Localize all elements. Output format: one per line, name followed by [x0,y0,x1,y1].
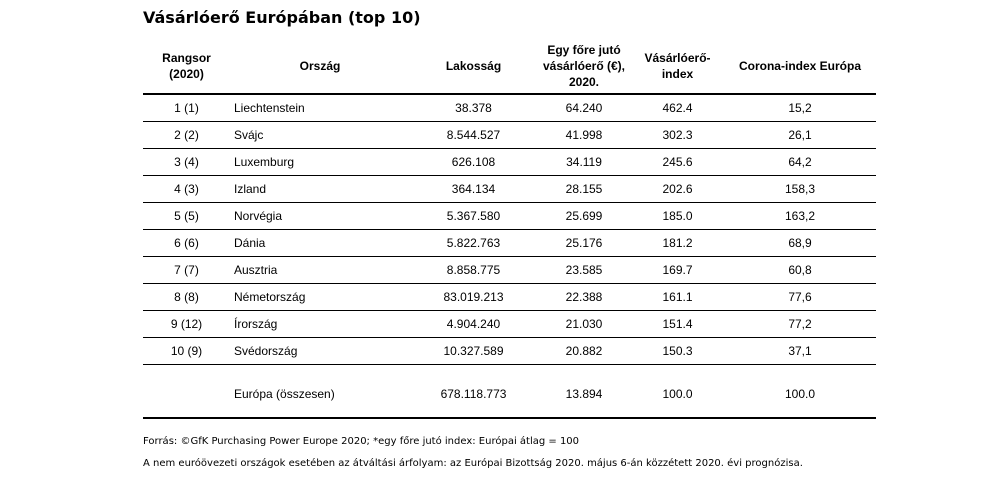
header-country-label: Ország [299,58,341,73]
cell-per-capita: 34.119 [537,149,631,176]
header-rank-line1: Rangsor [162,50,211,65]
table-body [143,94,876,418]
cell-rank: 8 (8) [143,284,230,311]
header-rank-line2: (2020) [169,66,204,81]
cell-population: 10.327.589 [410,338,537,365]
table-row [143,122,876,149]
cell-rank: 4 (3) [143,176,230,203]
cell-corona: 77,2 [724,311,876,338]
cell-index: 161.1 [631,284,724,311]
cell-population: 5.822.763 [410,230,537,257]
cell-country: Liechtenstein [230,94,410,122]
table-row [143,203,876,230]
header-rank [143,38,230,94]
cell-country: Svédország [230,338,410,365]
header-per-capita-line3: 2020. [568,74,600,89]
cell-per-capita: 25.176 [537,230,631,257]
header-per-capita-line2: vásárlóerő (€), [542,58,626,73]
cell-country: Európa (összesen) [230,365,410,419]
cell-per-capita: 25.699 [537,203,631,230]
cell-corona: 37,1 [724,338,876,365]
europe-total-row [143,365,876,419]
cell-corona: 158,3 [724,176,876,203]
header-per-capita-line1: Egy főre jutó [547,42,621,57]
cell-per-capita: 22.388 [537,284,631,311]
cell-rank: 2 (2) [143,122,230,149]
cell-rank: 5 (5) [143,203,230,230]
cell-per-capita: 13.894 [537,365,631,419]
cell-corona: 26,1 [724,122,876,149]
cell-country: Dánia [230,230,410,257]
header-index [631,38,724,94]
cell-rank: 9 (12) [143,311,230,338]
cell-rank [143,365,230,419]
cell-index: 302.3 [631,122,724,149]
cell-corona: 68,9 [724,230,876,257]
cell-index: 150.3 [631,338,724,365]
cell-rank: 7 (7) [143,257,230,284]
cell-population: 8.858.775 [410,257,537,284]
cell-population: 4.904.240 [410,311,537,338]
cell-corona: 64,2 [724,149,876,176]
header-index-line2: index [661,66,694,81]
cell-corona: 100.0 [724,365,876,419]
header-country [230,38,410,94]
header-index-line1: Vásárlóerő- [644,50,711,65]
header-corona-label: Corona-index Európa [738,58,861,73]
cell-per-capita: 41.998 [537,122,631,149]
source-note: Forrás: ©GfK Purchasing Power Europe 2020; *egy főre jutó index: Európai átlag = 100 [143,436,580,447]
table-row [143,230,876,257]
cell-country: Svájc [230,122,410,149]
cell-country: Ausztria [230,257,410,284]
cell-country: Luxemburg [230,149,410,176]
table-row [143,94,876,122]
header-per-capita [537,38,631,94]
cell-rank: 6 (6) [143,230,230,257]
header-population-label: Lakosság [445,58,502,73]
cell-per-capita: 21.030 [537,311,631,338]
cell-population: 83.019.213 [410,284,537,311]
cell-corona: 60,8 [724,257,876,284]
table-row [143,176,876,203]
cell-index: 202.6 [631,176,724,203]
cell-population: 38.378 [410,94,537,122]
cell-rank: 10 (9) [143,338,230,365]
cell-population: 8.544.527 [410,122,537,149]
page-title: Vásárlóerő Európában (top 10) [143,8,421,27]
exchange-rate-note: A nem euróövezeti országok esetében az átváltási árfolyam: az Európai Bizottság 2020. május 6-án közzétett 2020. évi prognózisa. [143,458,803,469]
header-corona [724,38,876,94]
cell-per-capita: 64.240 [537,94,631,122]
table-row [143,257,876,284]
cell-corona: 77,6 [724,284,876,311]
table-row [143,149,876,176]
cell-country: Németország [230,284,410,311]
cell-rank: 3 (4) [143,149,230,176]
cell-population: 5.367.580 [410,203,537,230]
cell-per-capita: 20.882 [537,338,631,365]
table-header-row [143,38,876,94]
cell-corona: 15,2 [724,94,876,122]
cell-index: 181.2 [631,230,724,257]
cell-country: Izland [230,176,410,203]
cell-per-capita: 28.155 [537,176,631,203]
header-population [410,38,537,94]
cell-population: 678.118.773 [410,365,537,419]
cell-country: Írország [230,311,410,338]
cell-per-capita: 23.585 [537,257,631,284]
cell-index: 169.7 [631,257,724,284]
cell-index: 462.4 [631,94,724,122]
cell-corona: 163,2 [724,203,876,230]
table-row [143,338,876,365]
cell-index: 100.0 [631,365,724,419]
cell-population: 626.108 [410,149,537,176]
cell-country: Norvégia [230,203,410,230]
table-row [143,284,876,311]
cell-index: 151.4 [631,311,724,338]
table-row [143,311,876,338]
cell-index: 245.6 [631,149,724,176]
cell-population: 364.134 [410,176,537,203]
cell-index: 185.0 [631,203,724,230]
purchasing-power-table [143,38,876,419]
cell-rank: 1 (1) [143,94,230,122]
